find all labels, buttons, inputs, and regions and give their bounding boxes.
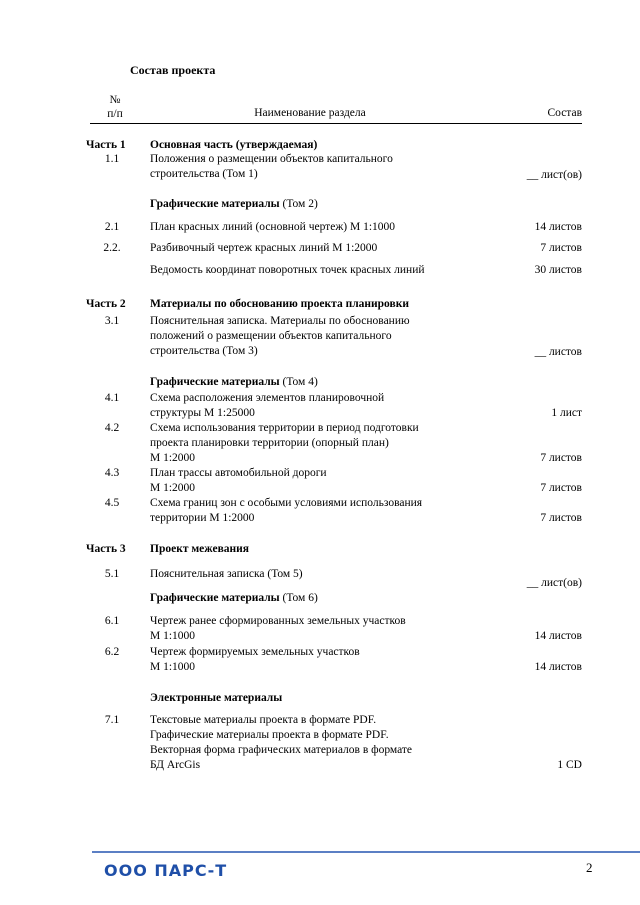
row-name: Пояснительная записка (Том 5) [150, 568, 303, 580]
row-composition: 7 листов [540, 482, 582, 494]
row-name-line: М 1:1000 [150, 630, 196, 642]
row-name [150, 645, 480, 675]
row-number: 3.1 [104, 315, 120, 327]
header-number-line2: п/п [107, 108, 123, 120]
part-label: Часть 2 [86, 298, 126, 310]
row-composition: __ лист(ов) [526, 169, 582, 181]
subsection-title [150, 591, 480, 606]
row-composition: 14 листов [534, 221, 582, 233]
table-header [0, 93, 640, 123]
row-name-line: строительства (Том 1) [150, 168, 258, 180]
row-name-line: М 1:1000 [150, 661, 196, 673]
row-composition: 30 листов [534, 264, 582, 276]
header-number [90, 93, 140, 121]
row-composition: 14 листов [534, 630, 582, 642]
row-name: Ведомость координат поворотных точек красных линий [150, 264, 425, 276]
header-number-line1: № [109, 94, 121, 106]
row-name [150, 152, 480, 182]
row-name [150, 391, 480, 421]
header-rule [90, 123, 582, 124]
row-number: 4.3 [104, 467, 120, 479]
company-logo: ООО ПАРС-Т [104, 861, 228, 880]
row-number: 4.1 [104, 392, 120, 404]
row-name-line: План трассы автомобильной дороги [150, 467, 327, 479]
row-name-line: Схема расположения элементов планировочной [150, 392, 385, 404]
footer-rule [92, 851, 640, 853]
subsection-title-bold: Графические материалы [150, 592, 280, 604]
row-name-line: Чертеж формируемых земельных участков [150, 646, 360, 658]
header-composition: Состав [547, 107, 582, 119]
row-number: 5.1 [104, 568, 120, 580]
row-composition: 1 CD [557, 759, 582, 771]
row-number: 2.2. [103, 242, 121, 254]
row-number: 4.2 [104, 422, 120, 434]
row-name-line: Схема границ зон с особыми условиями использования [150, 497, 423, 509]
part-title: Материалы по обоснованию проекта планировки [150, 298, 409, 310]
page-number: 2 [586, 860, 593, 875]
row-composition: __ листов [534, 346, 582, 358]
part-title: Основная часть (утверждаемая) [150, 139, 318, 151]
row-number: 7.1 [104, 714, 120, 726]
header-section-name: Наименование раздела [254, 107, 366, 119]
row-number: 6.1 [104, 615, 120, 627]
row-name-line: Пояснительная записка. Материалы по обоснованию [150, 315, 410, 327]
row-name-line: Графические материалы проекта в формате PDF. [150, 729, 389, 741]
row-name-line: БД ArcGis [150, 759, 201, 771]
row-number: 4.5 [104, 497, 120, 509]
row-name: Разбивочный чертеж красных линий М 1:2000 [150, 242, 378, 254]
row-number: 6.2 [104, 646, 120, 658]
row-composition: 7 листов [540, 242, 582, 254]
row-name [150, 314, 480, 359]
subsection-title-rest: (Том 2) [279, 198, 318, 210]
part-label: Часть 3 [86, 543, 126, 555]
row-name [150, 421, 480, 466]
subsection-title-rest: (Том 6) [279, 592, 318, 604]
row-name-line: положений о размещении объектов капитального [150, 330, 392, 342]
row-composition: 7 листов [540, 452, 582, 464]
row-number: 1.1 [104, 153, 120, 165]
part-label: Часть 1 [86, 139, 126, 151]
row-name-line: Текстовые материалы проекта в формате PDF. [150, 714, 377, 726]
row-name-line: строительства (Том 3) [150, 345, 258, 357]
row-composition: __ лист(ов) [526, 577, 582, 589]
row-name [150, 713, 480, 773]
row-composition: 7 листов [540, 512, 582, 524]
row-name: План красных линий (основной чертеж) М 1:1000 [150, 221, 396, 233]
row-name-line: М 1:2000 [150, 482, 196, 494]
row-name [150, 614, 480, 644]
row-name-line: территории М 1:2000 [150, 512, 255, 524]
row-name-line: Векторная форма графических материалов в формате [150, 744, 413, 756]
subsection-title: Электронные материалы [150, 692, 283, 704]
subsection-title-bold: Графические материалы [150, 198, 280, 210]
row-composition: 1 лист [551, 407, 582, 419]
row-name [150, 466, 480, 496]
row-name-line: М 1:2000 [150, 452, 196, 464]
row-composition: 14 листов [534, 661, 582, 673]
part-title: Проект межевания [150, 543, 250, 555]
subsection-title-bold: Графические материалы [150, 376, 280, 388]
row-name-line: Схема использования территории в период подготовки [150, 422, 419, 434]
row-name [150, 496, 480, 526]
subsection-title-rest: (Том 4) [279, 376, 318, 388]
row-name-line: Положения о размещении объектов капитального [150, 153, 393, 165]
row-number: 2.1 [104, 221, 120, 233]
row-name-line: Чертеж ранее сформированных земельных участков [150, 615, 406, 627]
subsection-title [150, 375, 480, 390]
row-name-line: структуры М 1:25000 [150, 407, 255, 419]
document-title: Состав проекта [130, 63, 216, 77]
row-name-line: проекта планировки территории (опорный план) [150, 437, 389, 449]
subsection-title [150, 197, 480, 212]
